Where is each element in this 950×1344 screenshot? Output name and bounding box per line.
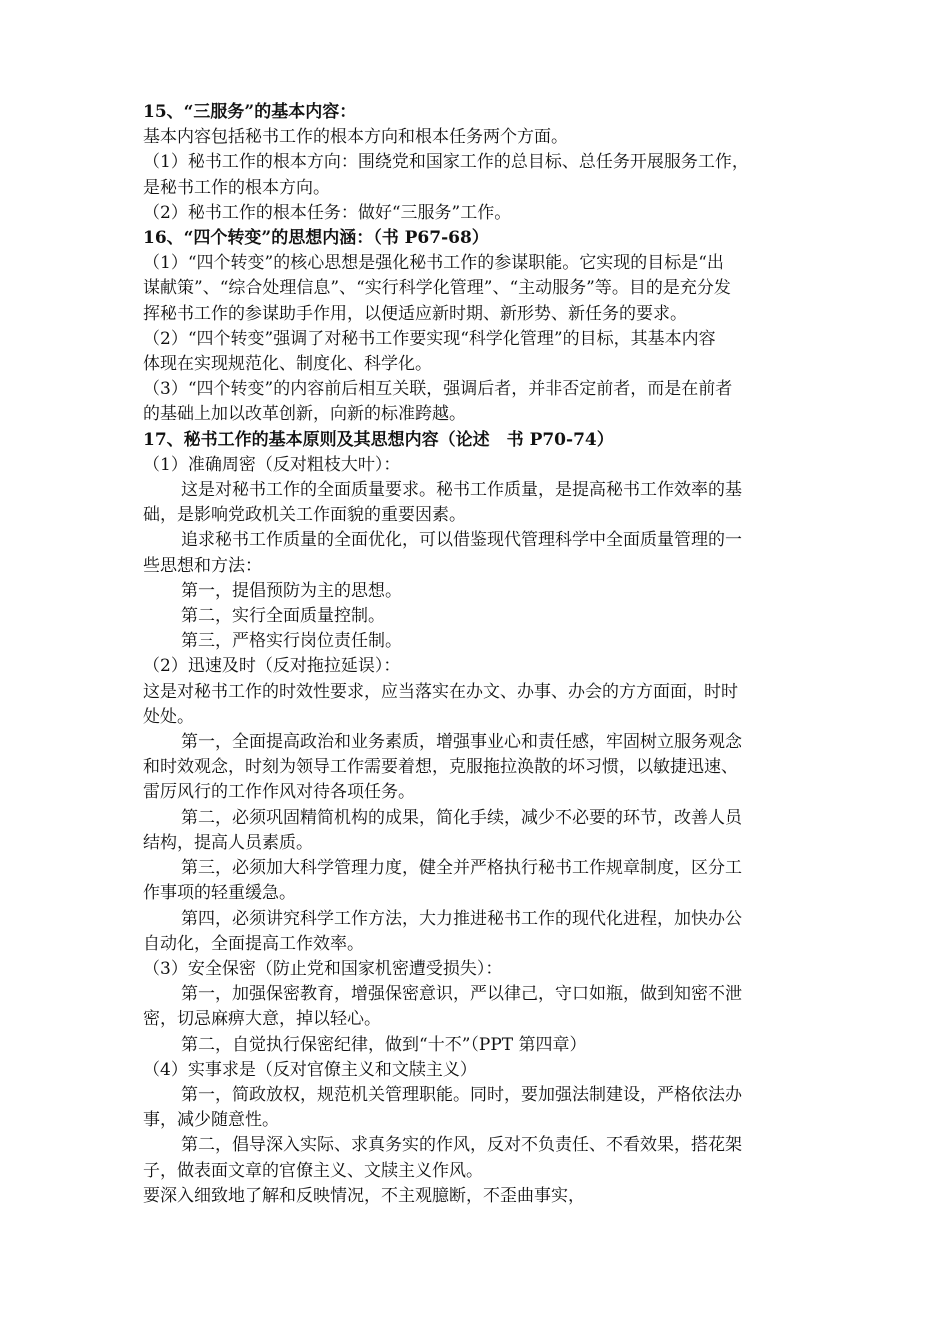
section-heading: 17、秘书工作的基本原则及其思想内容（论述 书 P70-74） (143, 429, 614, 450)
text-line: 第一，简政放权，规范机关管理职能。同时，要加强法制建设，严格依法办 (181, 1084, 742, 1105)
text-line: 是秘书工作的根本方向。 (143, 177, 330, 198)
text-line: 第一，加强保密教育，增强保密意识，严以律己，守口如瓶，做到知密不泄 (181, 984, 742, 1005)
text-line: 挥秘书工作的参谋助手作用，以便适应新时期、新形势、新任务的要求。 (143, 303, 687, 324)
document-page (143, 100, 823, 1209)
text-line: 基本内容包括秘书工作的根本方向和根本任务两个方面。 (143, 127, 568, 148)
text-line: 第三，严格实行岗位责任制。 (181, 631, 402, 652)
text-line: 第二，自觉执行保密纪律，做到“十不”（PPT 第四章） (181, 1034, 587, 1055)
text-line: 结构，提高人员素质。 (143, 832, 313, 853)
text-line: （2）秘书工作的根本任务：做好“三服务”工作。 (143, 202, 512, 223)
text-line: 这是对秘书工作的时效性要求，应当落实在办文、办事、办会的方方面面，时时 (143, 681, 738, 702)
text-line: 第二，实行全面质量控制。 (181, 606, 385, 627)
text-line: 谋献策”、“综合处理信息”、“实行科学化管理”、“主动服务”等。目的是充分发 (143, 278, 731, 299)
text-line: （4）实事求是（反对官僚主义和文牍主义） (143, 1059, 477, 1080)
text-line: （3）“四个转变”的内容前后相互关联，强调后者，并非否定前者，而是在前者 (143, 379, 733, 400)
section-heading: 15、“三服务”的基本内容： (143, 102, 357, 122)
text-line: 础，是影响党政机关工作面貌的重要因素。 (143, 505, 466, 526)
text-line: 追求秘书工作质量的全面优化，可以借鉴现代管理科学中全面质量管理的一 (181, 530, 742, 551)
text-line: 第二，倡导深入实际、求真务实的作风，反对不负责任、不看效果，搭花架 (181, 1135, 742, 1156)
text-line: （3）安全保密（防止党和国家机密遭受损失）： (143, 958, 503, 979)
text-line: 这是对秘书工作的全面质量要求。秘书工作质量，是提高秘书工作效率的基 (181, 480, 742, 501)
text-line: 子，做表面文章的官僚主义、文牍主义作风。 (143, 1160, 483, 1181)
text-line: 的基础上加以改革创新，向新的标准跨越。 (143, 404, 466, 425)
section-heading: 16、“四个转变”的思想内涵：（书 P67-68） (143, 228, 489, 249)
text-line: 要深入细致地了解和反映情况，不主观臆断，不歪曲事实， (143, 1185, 585, 1206)
text-line: （1）秘书工作的根本方向：围绕党和国家工作的总目标、总任务开展服务工作， (143, 152, 749, 173)
text-line: 些思想和方法： (143, 555, 262, 576)
text-line: 第四，必须讲究科学工作方法，大力推进秘书工作的现代化进程，加快办公 (181, 908, 742, 929)
text-line: 作事项的轻重缓急。 (143, 883, 296, 904)
text-line: 第三，必须加大科学管理力度，健全并严格执行秘书工作规章制度，区分工 (181, 858, 742, 879)
text-line: 第一，提倡预防为主的思想。 (181, 580, 402, 601)
text-line: 第一，全面提高政治和业务素质，增强事业心和责任感，牢固树立服务观念 (181, 732, 742, 753)
text-line: 密，切忌麻痹大意，掉以轻心。 (143, 1009, 381, 1030)
text-line: （2）迅速及时（反对拖拉延误）： (143, 656, 401, 677)
text-line: 体现在实现规范化、制度化、科学化。 (143, 354, 432, 375)
text-line: 雷厉风行的工作作风对待各项任务。 (143, 782, 415, 803)
text-line: 事，减少随意性。 (143, 1110, 279, 1131)
text-line: 处处。 (143, 706, 194, 727)
text-line: 第二，必须巩固精简机构的成果，简化手续，减少不必要的环节，改善人员 (181, 807, 742, 828)
text-line: （1）准确周密（反对粗枝大叶）： (143, 454, 401, 475)
text-line: （2）“四个转变”强调了对秘书工作要实现“科学化管理”的目标，其基本内容 (143, 328, 716, 349)
text-line: 和时效观念，时刻为领导工作需要着想，克服拖拉涣散的坏习惯，以敏捷迅速、 (143, 757, 738, 778)
text-line: （1）“四个转变”的核心思想是强化秘书工作的参谋职能。它实现的目标是“出 (143, 253, 724, 274)
text-line: 自动化，全面提高工作效率。 (143, 933, 364, 954)
